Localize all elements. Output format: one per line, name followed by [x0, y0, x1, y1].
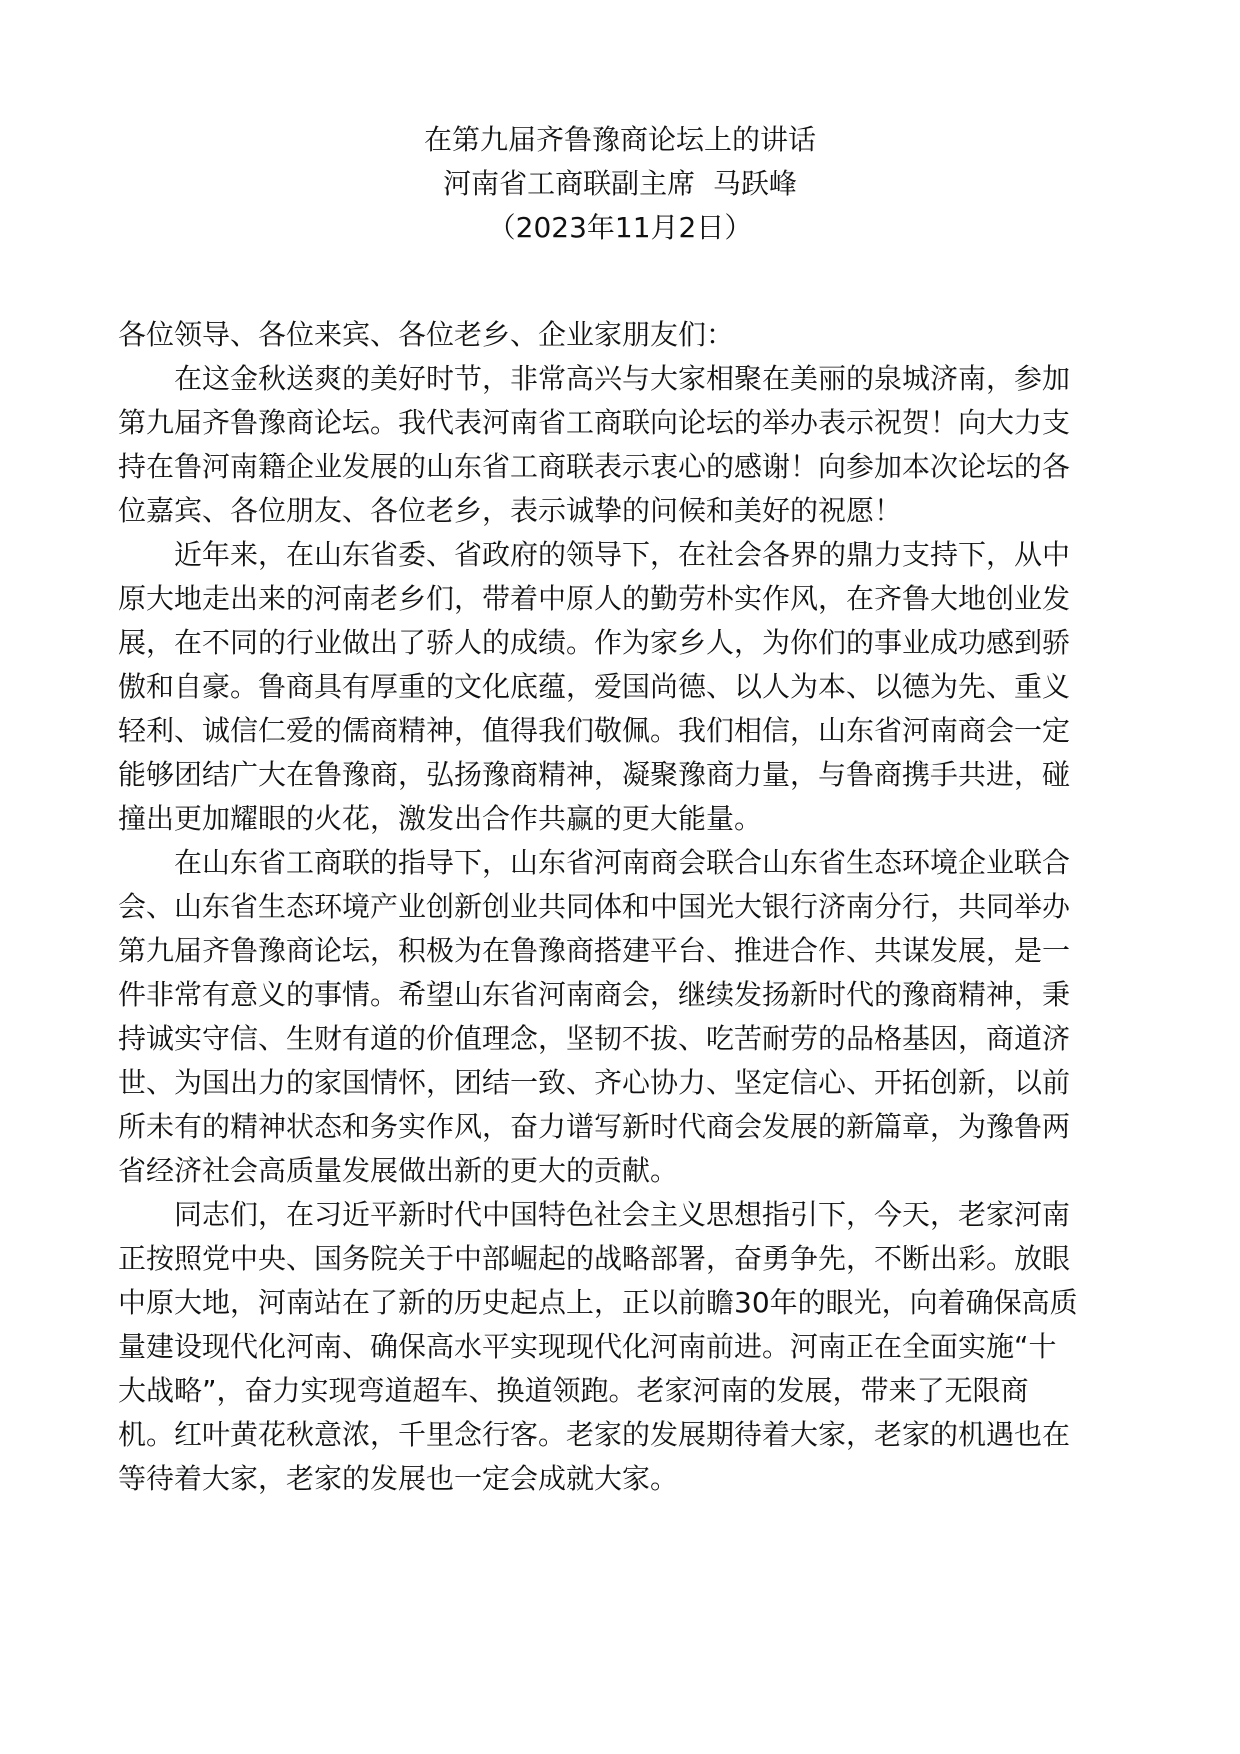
paragraph-line: 第九届齐鲁豫商论坛。我代表河南省工商联向论坛的举办表示祝贺！向大力支 — [118, 406, 1071, 439]
document-title: 在第九届齐鲁豫商论坛上的讲话 — [423, 123, 816, 156]
document-header — [0, 118, 1240, 250]
paragraph-line: 第九届齐鲁豫商论坛，积极为在鲁豫商搭建平台、推进合作、共谋发展，是一 — [118, 934, 1071, 967]
paragraph-line: 世、为国出力的家国情怀，团结一致、齐心协力、坚定信心、开拓创新，以前 — [118, 1066, 1071, 1099]
greeting: 各位领导、各位来宾、各位老乡、企业家朋友们： — [118, 318, 735, 351]
paragraph-line: 会、山东省生态环境产业创新创业共同体和中国光大银行济南分行，共同举办 — [118, 890, 1071, 923]
speech-date: （2023年11月2日） — [487, 211, 753, 244]
paragraph-line: 所未有的精神状态和务实作风，奋力谱写新时代商会发展的新篇章，为豫鲁两 — [118, 1110, 1071, 1143]
paragraph-line: 件非常有意义的事情。希望山东省河南商会，继续发扬新时代的豫商精神，秉 — [118, 978, 1071, 1011]
paragraph-line: 轻利、诚信仁爱的儒商精神，值得我们敬佩。我们相信，山东省河南商会一定 — [118, 714, 1071, 747]
paragraph-line: 在这金秋送爽的美好时节，非常高兴与大家相聚在美丽的泉城济南，参加 — [174, 362, 1071, 395]
paragraph-line: 位嘉宾、各位朋友、各位老乡，表示诚挚的问候和美好的祝愿！ — [118, 494, 903, 527]
paragraph-line: 机。红叶黄花秋意浓，千里念行客。老家的发展期待着大家，老家的机遇也在 — [118, 1418, 1071, 1451]
paragraph-line: 等待着大家，老家的发展也一定会成就大家。 — [118, 1462, 679, 1495]
paragraph-line: 同志们，在习近平新时代中国特色社会主义思想指引下，今天，老家河南 — [174, 1198, 1071, 1231]
paragraph-line: 近年来，在山东省委、省政府的领导下，在社会各界的鼎力支持下，从中 — [174, 538, 1071, 571]
paragraph-line: 原大地走出来的河南老乡们，带着中原人的勤劳朴实作风，在齐鲁大地创业发 — [118, 582, 1071, 615]
paragraph-line: 展，在不同的行业做出了骄人的成绩。作为家乡人，为你们的事业成功感到骄 — [118, 626, 1071, 659]
paragraph-line: 撞出更加耀眼的火花，激发出合作共赢的更大能量。 — [118, 802, 763, 835]
speech-body — [118, 313, 1122, 1501]
paragraph-line: 持诚实守信、生财有道的价值理念，坚韧不拔、吃苦耐劳的品格基因，商道济 — [118, 1022, 1071, 1055]
paragraph-line: 中原大地，河南站在了新的历史起点上，正以前瞻30年的眼光，向着确保高质 — [118, 1286, 1078, 1319]
paragraph-line: 在山东省工商联的指导下，山东省河南商会联合山东省生态环境企业联合 — [174, 846, 1071, 879]
paragraph — [118, 357, 1122, 533]
paragraph-line: 持在鲁河南籍企业发展的山东省工商联表示衷心的感谢！向参加本次论坛的各 — [118, 450, 1071, 483]
paragraph-line: 正按照党中央、国务院关于中部崛起的战略部署，奋勇争先，不断出彩。放眼 — [118, 1242, 1071, 1275]
paragraph-line: 省经济社会高质量发展做出新的更大的贡献。 — [118, 1154, 679, 1187]
paragraph-line: 大战略”，奋力实现弯道超车、换道领跑。老家河南的发展，带来了无限商 — [118, 1374, 1029, 1407]
paragraph-line: 能够团结广大在鲁豫商，弘扬豫商精神，凝聚豫商力量，与鲁商携手共进，碰 — [118, 758, 1071, 791]
paragraph — [118, 841, 1122, 1193]
paragraph — [118, 533, 1122, 841]
paragraph-line: 傲和自豪。鲁商具有厚重的文化底蕴，爱国尚德、以人为本、以德为先、重义 — [118, 670, 1071, 703]
paragraph — [118, 1193, 1122, 1501]
paragraph-line: 量建设现代化河南、确保高水平实现现代化河南前进。河南正在全面实施“十 — [118, 1330, 1057, 1363]
speaker-line: 河南省工商联副主席 马跃峰 — [443, 167, 797, 200]
